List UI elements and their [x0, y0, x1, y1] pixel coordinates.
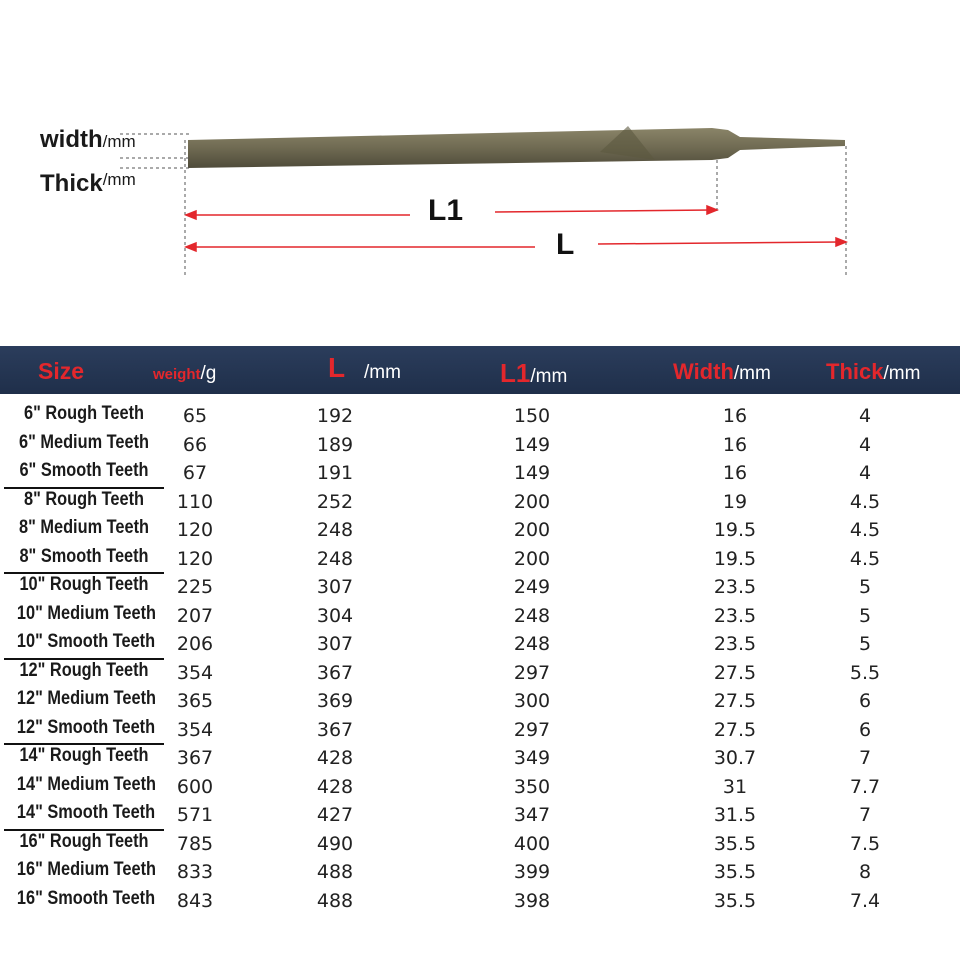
table-row [0, 690, 960, 719]
size-cell: 12" Rough Teeth [19, 659, 149, 681]
thick-cell: 5 [858, 576, 872, 598]
thick-cell: 7.4 [849, 889, 881, 912]
table-row [0, 773, 960, 805]
width-cell: 19.5 [713, 547, 757, 570]
weight-cell: 120 [176, 519, 214, 541]
width-cell: 31.5 [713, 804, 757, 826]
weight-cell: 833 [176, 861, 214, 883]
header-l-unit: /mm [364, 362, 401, 383]
l-cell: 428 [316, 775, 354, 798]
width-cell: 23.5 [713, 633, 757, 655]
size-cell: 10" Smooth Teeth [16, 631, 156, 652]
weight-cell: 365 [176, 690, 214, 712]
l1-cell: 200 [513, 490, 551, 513]
width-cell: 27.5 [713, 661, 757, 684]
weight-cell: 66 [182, 433, 208, 456]
size-cell: 8" Rough Teeth [23, 488, 144, 510]
width-cell: 16 [722, 462, 748, 484]
size-cell: 14" Smooth Teeth [16, 802, 156, 823]
l1-cell: 297 [513, 718, 551, 741]
width-cell: 16 [722, 405, 748, 427]
weight-cell: 354 [176, 661, 214, 684]
table-row [0, 659, 960, 691]
thick-cell: 7 [858, 747, 872, 769]
width-cell: 27.5 [713, 718, 757, 741]
l-cell: 367 [316, 661, 354, 684]
table-header [0, 346, 960, 394]
size-cell: 16" Smooth Teeth [16, 887, 156, 909]
l-cell: 189 [316, 433, 354, 456]
table-row [0, 747, 960, 776]
size-cell: 14" Rough Teeth [19, 745, 149, 766]
thick-cell: 4.5 [849, 519, 881, 541]
l1-cell: 400 [513, 832, 551, 855]
size-cell: 6" Smooth Teeth [19, 460, 149, 481]
width-cell: 23.5 [713, 604, 757, 627]
l-cell: 427 [316, 804, 354, 826]
weight-cell: 843 [176, 889, 214, 912]
l-cell: 248 [316, 519, 354, 541]
l1-cell: 297 [513, 661, 551, 684]
thick-cell: 4.5 [849, 547, 881, 570]
thick-cell: 4.5 [849, 490, 881, 513]
table-row [0, 830, 960, 862]
l-cell: 307 [316, 633, 354, 655]
thick-cell: 5.5 [849, 661, 881, 684]
l-cell: 367 [316, 718, 354, 741]
weight-cell: 110 [176, 490, 214, 513]
thick-cell: 4 [858, 462, 872, 484]
table-row [0, 576, 960, 605]
l1-cell: 300 [513, 690, 551, 712]
l1-dimension-label: L1 [428, 194, 464, 227]
l1-cell: 149 [513, 433, 551, 456]
table-row [0, 488, 960, 520]
thick-cell: 4 [858, 433, 872, 456]
l-cell: 488 [316, 889, 354, 912]
size-cell: 12" Medium Teeth [16, 688, 157, 709]
table-row [0, 887, 960, 919]
width-cell: 35.5 [713, 889, 757, 912]
thick-cell: 5 [858, 633, 872, 655]
l-cell: 252 [316, 490, 354, 513]
weight-cell: 225 [176, 576, 214, 598]
thick-cell: 5 [858, 604, 872, 627]
weight-cell: 367 [176, 747, 214, 769]
l-cell: 248 [316, 547, 354, 570]
header-l1: L1/mm [500, 358, 568, 388]
l-dimension-label: L [556, 228, 575, 261]
size-cell: 16" Rough Teeth [19, 830, 149, 852]
weight-cell: 600 [176, 775, 214, 798]
size-cell: 6" Medium Teeth [18, 431, 150, 453]
width-cell: 35.5 [713, 832, 757, 855]
thick-cell: 6 [858, 690, 872, 712]
weight-cell: 65 [182, 405, 208, 427]
header-thick: Thick/mm [826, 359, 921, 384]
weight-cell: 571 [176, 804, 214, 826]
table-row [0, 431, 960, 463]
size-cell: 10" Medium Teeth [16, 602, 157, 624]
width-cell: 19 [722, 490, 748, 513]
width-cell: 31 [722, 775, 748, 798]
l-cell: 488 [316, 861, 354, 883]
weight-cell: 207 [176, 604, 214, 627]
width-cell: 23.5 [713, 576, 757, 598]
table-row [0, 861, 960, 890]
size-cell: 6" Rough Teeth [23, 403, 144, 424]
thick-cell: 7.5 [849, 832, 881, 855]
thick-cell: 4 [858, 405, 872, 427]
thick-cell: 7 [858, 804, 872, 826]
weight-cell: 120 [176, 547, 214, 570]
weight-cell: 206 [176, 633, 214, 655]
l1-cell: 248 [513, 633, 551, 655]
table-row [0, 405, 960, 434]
l1-cell: 200 [513, 547, 551, 570]
thick-cell: 7.7 [849, 775, 881, 798]
width-cell: 19.5 [713, 519, 757, 541]
size-cell: 14" Medium Teeth [16, 773, 157, 795]
l-cell: 428 [316, 747, 354, 769]
l1-cell: 150 [513, 405, 551, 427]
l1-cell: 347 [513, 804, 551, 826]
size-cell: 10" Rough Teeth [19, 574, 149, 595]
thick-cell: 8 [858, 861, 872, 883]
l1-cell: 149 [513, 462, 551, 484]
width-dimension-label: width/mm [40, 126, 136, 153]
header-width: Width/mm [673, 359, 771, 384]
l-cell: 192 [316, 405, 354, 427]
l1-cell: 398 [513, 889, 551, 912]
table-row [0, 519, 960, 548]
file-body [188, 128, 845, 168]
header-l: L [328, 352, 346, 383]
size-cell: 8" Smooth Teeth [19, 545, 149, 567]
size-cell: 12" Smooth Teeth [16, 716, 156, 738]
width-cell: 35.5 [713, 861, 757, 883]
thick-cell: 6 [858, 718, 872, 741]
thick-dimension-label: Thick/mm [40, 170, 136, 197]
file-diagram [0, 0, 960, 340]
table-row [0, 602, 960, 634]
width-cell: 30.7 [713, 747, 757, 769]
l1-cell: 350 [513, 775, 551, 798]
width-cell: 27.5 [713, 690, 757, 712]
l-cell: 369 [316, 690, 354, 712]
header-size: Size [38, 358, 85, 384]
l-cell: 490 [316, 832, 354, 855]
width-cell: 16 [722, 433, 748, 456]
header-weight: weight/g [153, 363, 217, 384]
size-cell: 16" Medium Teeth [16, 859, 157, 880]
l1-cell: 248 [513, 604, 551, 627]
l-cell: 307 [316, 576, 354, 598]
l1-cell: 249 [513, 576, 551, 598]
l1-cell: 349 [513, 747, 551, 769]
weight-cell: 67 [182, 462, 208, 484]
weight-cell: 354 [176, 718, 214, 741]
l1-cell: 399 [513, 861, 551, 883]
size-cell: 8" Medium Teeth [18, 517, 150, 538]
l-cell: 191 [316, 462, 354, 484]
l-cell: 304 [316, 604, 354, 627]
weight-cell: 785 [176, 832, 214, 855]
l1-cell: 200 [513, 519, 551, 541]
